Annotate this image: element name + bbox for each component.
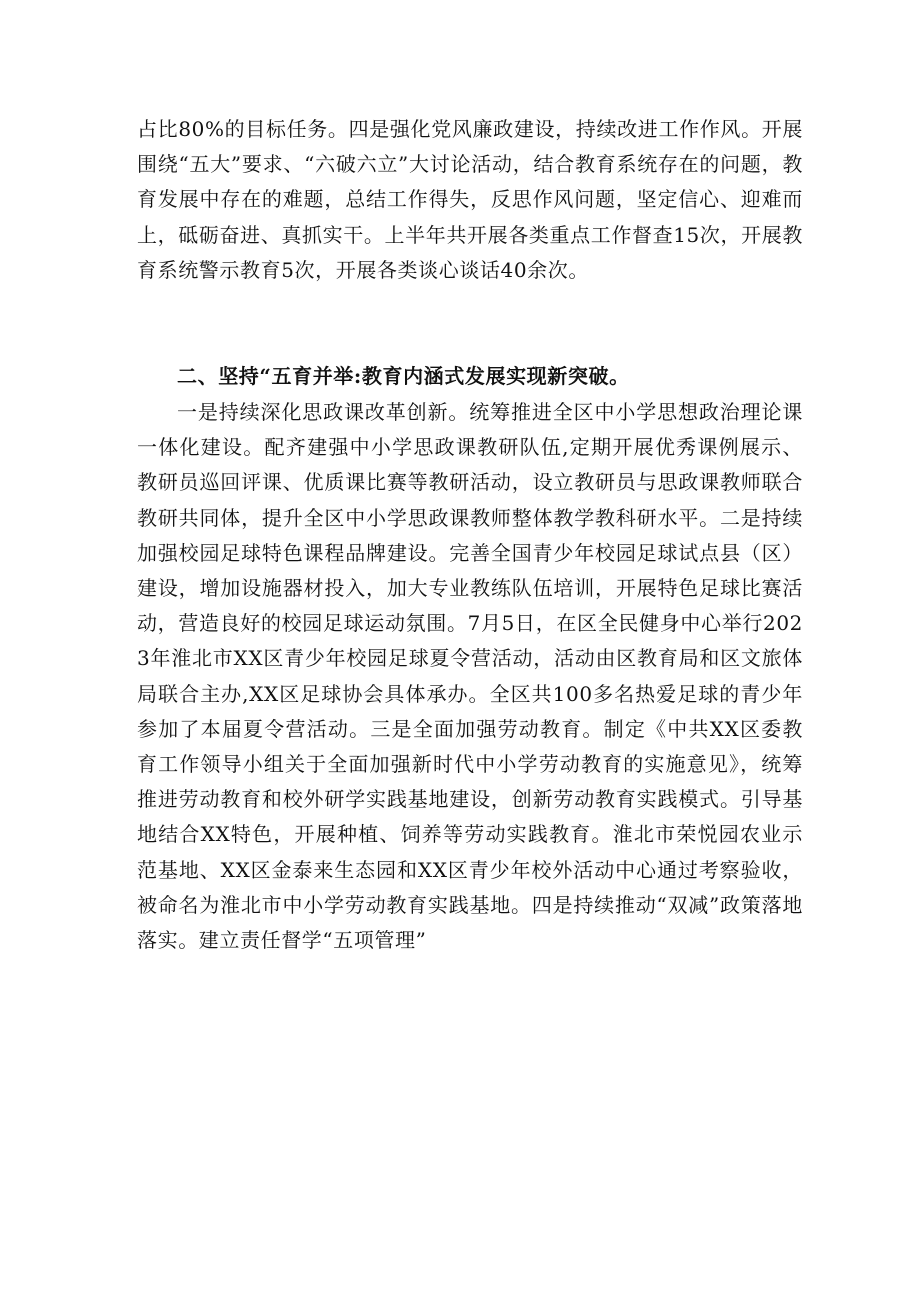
paragraph-work-style: 占比80%的目标任务。四是强化党风廉政建设，持续改进工作作风。开展围绕“五大”要求、“六破六立”大讨论活动，结合教育系统存在的问题，教育发展中存在的难题，总结工作得失，反思作风问题，坚定信心、迎难而上，砥砺奋进、真抓实干。上半年共开展各类重点工作督查15次，开展教育系统警示教育5次，开展各类谈心谈话40余次。 — [137, 117, 803, 282]
paragraph-education-reform: 一是持续深化思政课改革创新。统筹推进全区中小学思想政治理论课一体化建设。配齐建强中小学思政课教研队伍,定期开展优秀课例展示、教研员巡回评课、优质课比赛等教研活动，设立教研员与思政课教师联合教研共同体，提升全区中小学思政课教师整体教学教科研水平。二是持续加强校园足球特色课程品牌建设。完善全国青少年校园足球试点县（区）建设，增加设施器材投入，加大专业教练队伍培训，开展特色足球比赛活动，营造良好的校园足球运动氛围。7月5日，在区全民健身中心举行2023年淮北市XX区青少年校园足球夏令营活动，活动由区教育局和区文旅体局联合主办,XX区足球协会具体承办。全区共100多名热爱足球的青少年参加了本届夏令营活动。三是全面加强劳动教育。制定《中共XX区委教育工作领导小组关于全面加强新时代中小学劳动教育的实施意见》，统筹推进劳动教育和校外研学实践基地建设，创新劳动教育实践模式。引导基地结合XX特色，开展种植、饲养等劳动实践教育。淮北市荣悦园农业示范基地、XX区金泰来生态园和XX区青少年校外活动中心通过考察验收，被命名为淮北市中小学劳动教育实践基地。四是持续推动“双减”政策落地落实。建立责任督学“五项管理” — [137, 400, 803, 953]
section-heading-five-education: 二、坚持“五育并举:教育内涵式发展实现新突破。 — [177, 364, 630, 388]
